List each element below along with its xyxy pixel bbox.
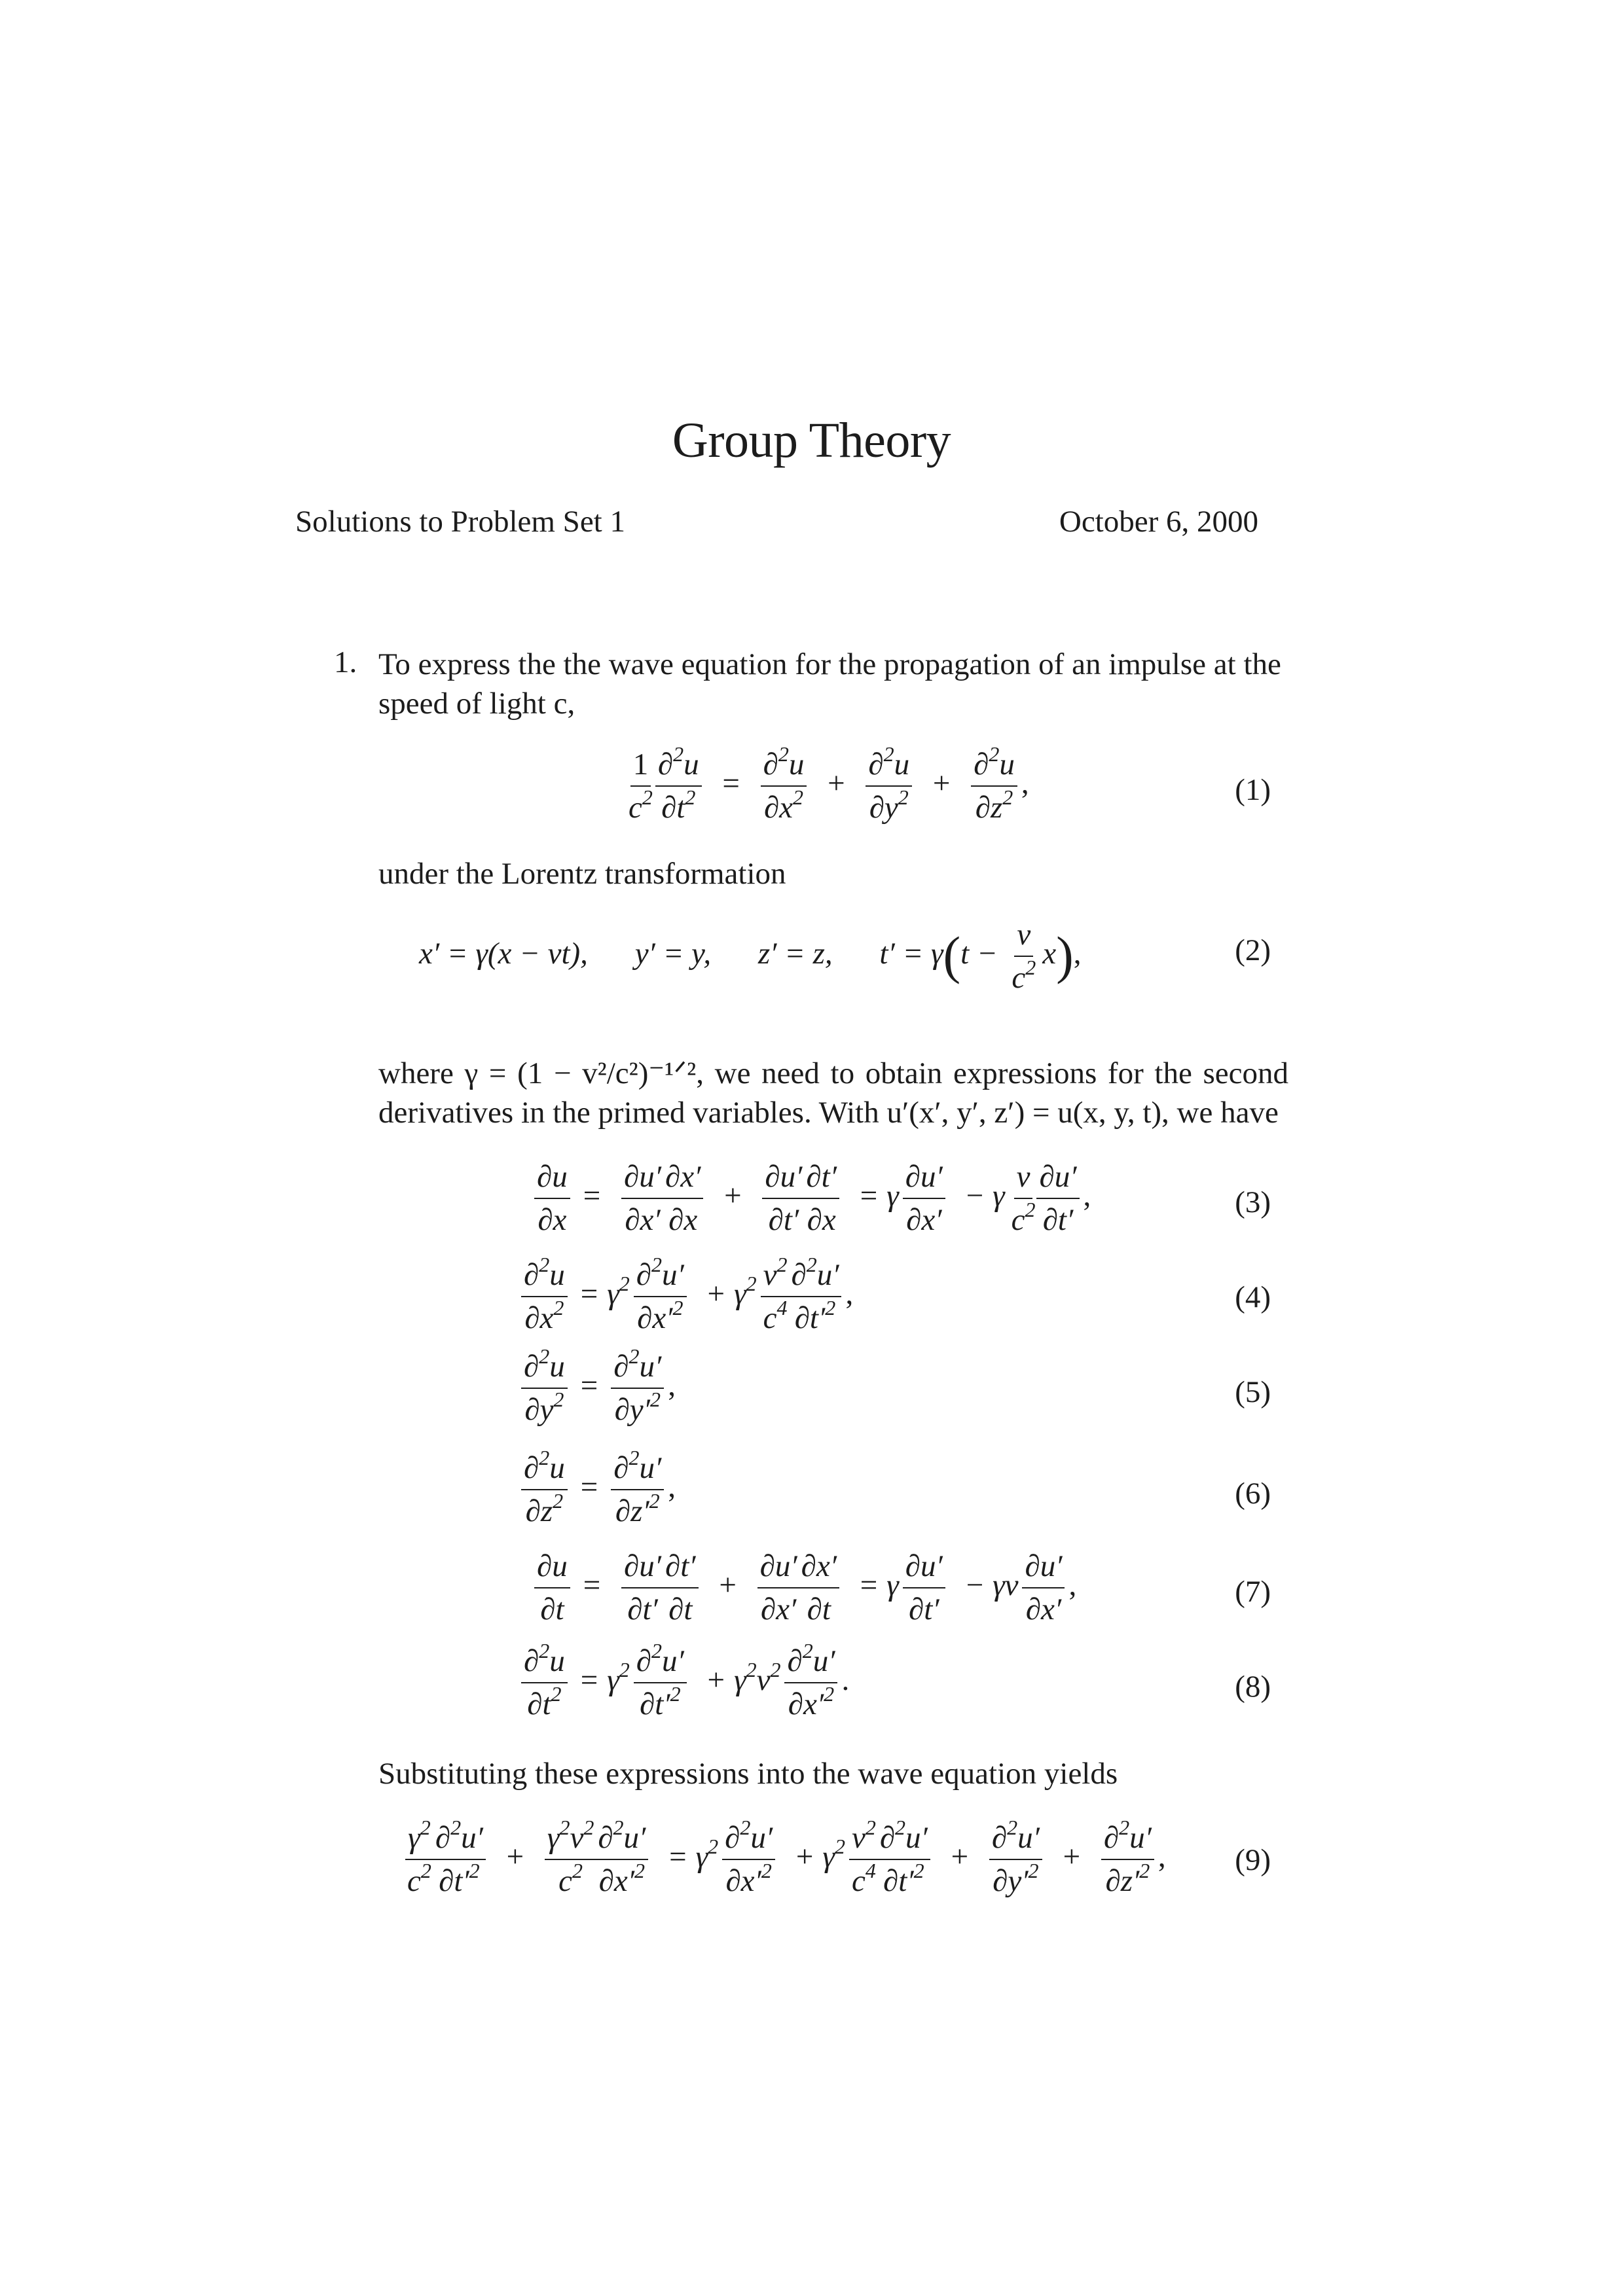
equation-number-2: (2) xyxy=(1235,933,1271,967)
equation-4: $\frac{\partial^2u}{\partial x^2}$ = $\gamma^2$ $\frac{\partial^2u'}{\partial x'^2}$ + $\gamma^2$ $\frac{v^2}{c^4}$ $\frac{\partial^2u'}{\partial t'^2}$ , xyxy=(517,1257,853,1336)
subtitle-date: October 6, 2000 xyxy=(1059,505,1258,539)
equation-9: $\frac{\gamma^2}{c^2}$ $\frac{\partial^2u'}{\partial t'^2}$ + $\frac{\gamma^2v^2}{c^2}$ $\frac{\partial^2u'}{\partial x'^2}$ = $\gamma^2$ $\frac{\partial^2u'}{\partial x'^2}$ + $\gamma^2$ $\frac{v^2}{c^4}$ $\frac{\partial^2u'}{\partial t'^2}$ + $\frac{\partial^2u'}{\partial y'^2}$ + $\frac{\partial^2u'}{\partial z'^2}$ , xyxy=(401,1820,1166,1899)
equation-number-6: (6) xyxy=(1235,1477,1271,1511)
gamma-definition-text: where γ = (1 − v²/c²)⁻¹ᐟ², we need to obtain expressions for the second derivatives in the primed variables. With u′(x′, y′, z′) = u(x, y, t), we have xyxy=(378,1056,1288,1130)
substitution-text: Substituting these expressions into the wave equation yields xyxy=(378,1757,1118,1791)
equation-1: $\frac{1}{c^2}$ $\frac{\partial^2u}{\partial t^2}$ = $\frac{\partial^2u}{\partial x^2}$ + $\frac{\partial^2u}{\partial y^2}$ + $\frac{\partial^2u}{\partial z^2}$ , xyxy=(629,742,1029,825)
equation-7: $\frac{\partial u}{\partial t}$ = $\frac{\partial u'}{\partial t'}$ $\frac{\partial t'}{\partial t}$ + $\frac{\partial u'}{\partial x'}$ $\frac{\partial x'}{\partial t}$ = γ $\frac{\partial u'}{\partial t'}$ − γv $\frac{\partial u'}{\partial x'}$ , xyxy=(530,1548,1076,1628)
equation-number-1: (1) xyxy=(1235,773,1271,807)
problem-intro: To express the the wave equation for the propagation of an impulse at the speed of light c, xyxy=(378,647,1281,721)
equation-number-5: (5) xyxy=(1235,1375,1271,1409)
subtitle-left: Solutions to Problem Set 1 xyxy=(295,505,625,539)
equation-3: $\frac{\partial u}{\partial x}$ = $\frac{\partial u'}{\partial x'}$ $\frac{\partial x'}{\partial x}$ + $\frac{\partial u'}{\partial t'}$ $\frac{\partial t'}{\partial x}$ = γ $\frac{\partial u'}{\partial x'}$ − γ $\frac{v}{c^2}$ $\frac{\partial u'}{\partial t'}$ , xyxy=(530,1158,1091,1238)
equation-number-8: (8) xyxy=(1235,1670,1271,1704)
page-title: Group Theory xyxy=(672,413,951,468)
problem-number: 1. xyxy=(334,645,357,679)
equation-number-3: (3) xyxy=(1235,1185,1271,1219)
lorentz-y: y′ = y, xyxy=(634,936,712,971)
lorentz-intro: under the Lorentz transformation xyxy=(378,857,786,891)
equation-8: $\frac{\partial^2u}{\partial t^2}$ = $\gamma^2$ $\frac{\partial^2u'}{\partial t'^2}$ + $\gamma^2v^2$ $\frac{\partial^2u'}{\partial x'^2}$ . xyxy=(517,1643,849,1723)
lorentz-x: x′ = γ(x − vt), xyxy=(419,936,588,971)
equation-6: $\frac{\partial^2u}{\partial z^2}$ = $\frac{\partial^2u'}{\partial z'^2}$ , xyxy=(517,1450,676,1530)
equation-2: x′ = γ(x − vt), y′ = y, z′ = z, t′ = γ(t − $\frac{v}{c^2}$ x), xyxy=(419,918,1082,995)
equation-5: $\frac{\partial^2u}{\partial y^2}$ = $\frac{\partial^2u'}{\partial y'^2}$ , xyxy=(517,1348,676,1428)
equation-number-9: (9) xyxy=(1235,1843,1271,1877)
lorentz-z: z′ = z, xyxy=(757,936,833,971)
equation-number-4: (4) xyxy=(1235,1280,1271,1314)
equation-number-7: (7) xyxy=(1235,1575,1271,1609)
